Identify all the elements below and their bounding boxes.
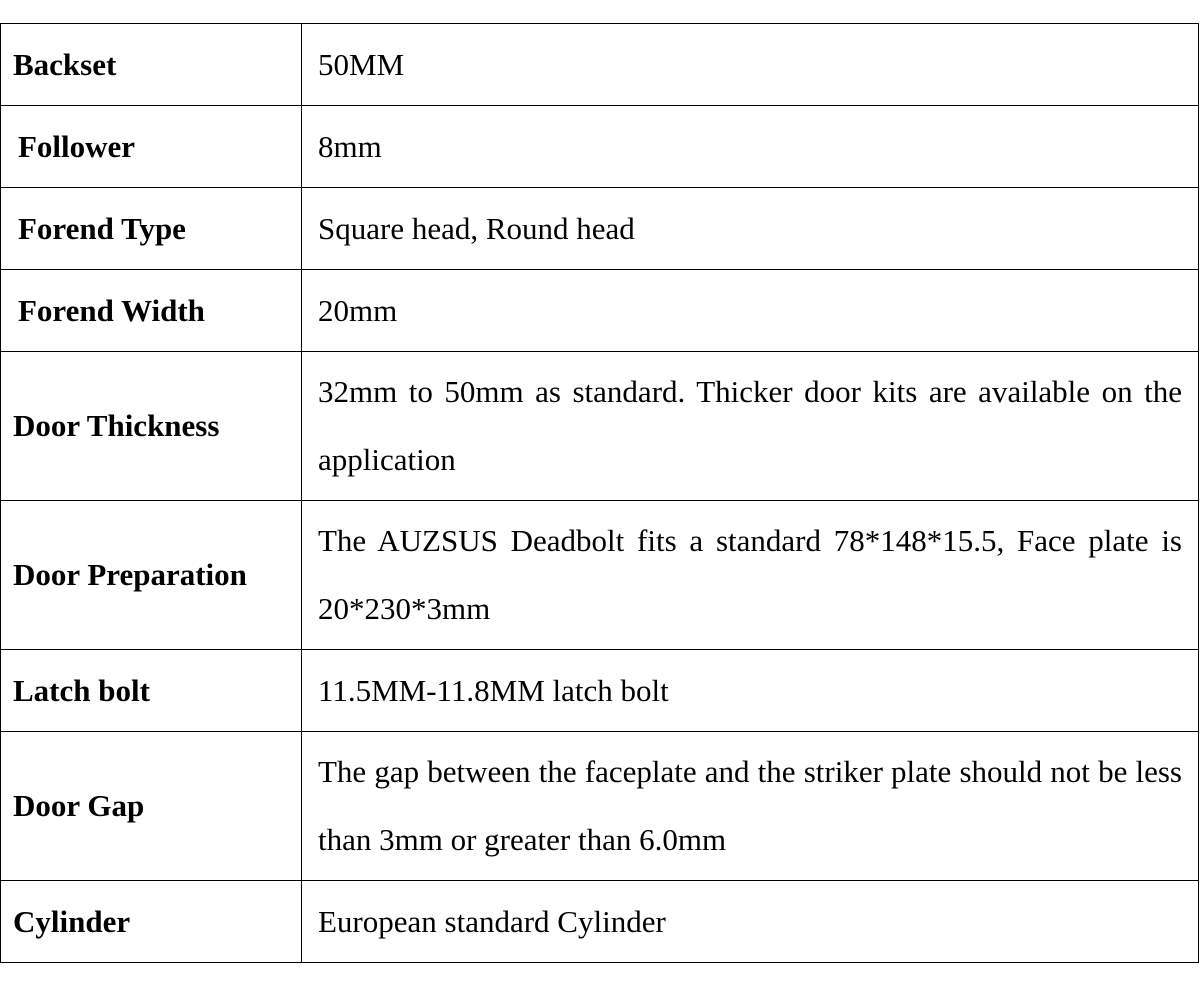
spec-value: 8mm — [302, 106, 1199, 188]
spec-label: Door Thickness — [1, 352, 302, 501]
spec-value: 32mm to 50mm as standard. Thicker door kits are available on the application — [302, 352, 1199, 501]
spec-label: Door Gap — [1, 732, 302, 881]
spec-label: Follower — [1, 106, 302, 188]
spec-label: Latch bolt — [1, 650, 302, 732]
spec-value: The AUZSUS Deadbolt fits a standard 78*148*15.5, Face plate is 20*230*3mm — [302, 501, 1199, 650]
table-row — [1, 24, 1199, 106]
spec-value: 20mm — [302, 270, 1199, 352]
table-row — [1, 352, 1199, 501]
spec-value: 11.5MM-11.8MM latch bolt — [302, 650, 1199, 732]
table-row — [1, 270, 1199, 352]
spec-label: Door Preparation — [1, 501, 302, 650]
spec-value: 50MM — [302, 24, 1199, 106]
spec-value: The gap between the faceplate and the striker plate should not be less than 3mm or greater than 6.0mm — [302, 732, 1199, 881]
spec-value: Square head, Round head — [302, 188, 1199, 270]
table-row — [1, 501, 1199, 650]
table-row — [1, 732, 1199, 881]
spec-label: Backset — [1, 24, 302, 106]
specification-table — [0, 23, 1199, 963]
table-row — [1, 188, 1199, 270]
table-row — [1, 106, 1199, 188]
spec-label: Cylinder — [1, 881, 302, 963]
table-row — [1, 650, 1199, 732]
spec-value: European standard Cylinder — [302, 881, 1199, 963]
spec-label: Forend Width — [1, 270, 302, 352]
spec-label: Forend Type — [1, 188, 302, 270]
table-row — [1, 881, 1199, 963]
